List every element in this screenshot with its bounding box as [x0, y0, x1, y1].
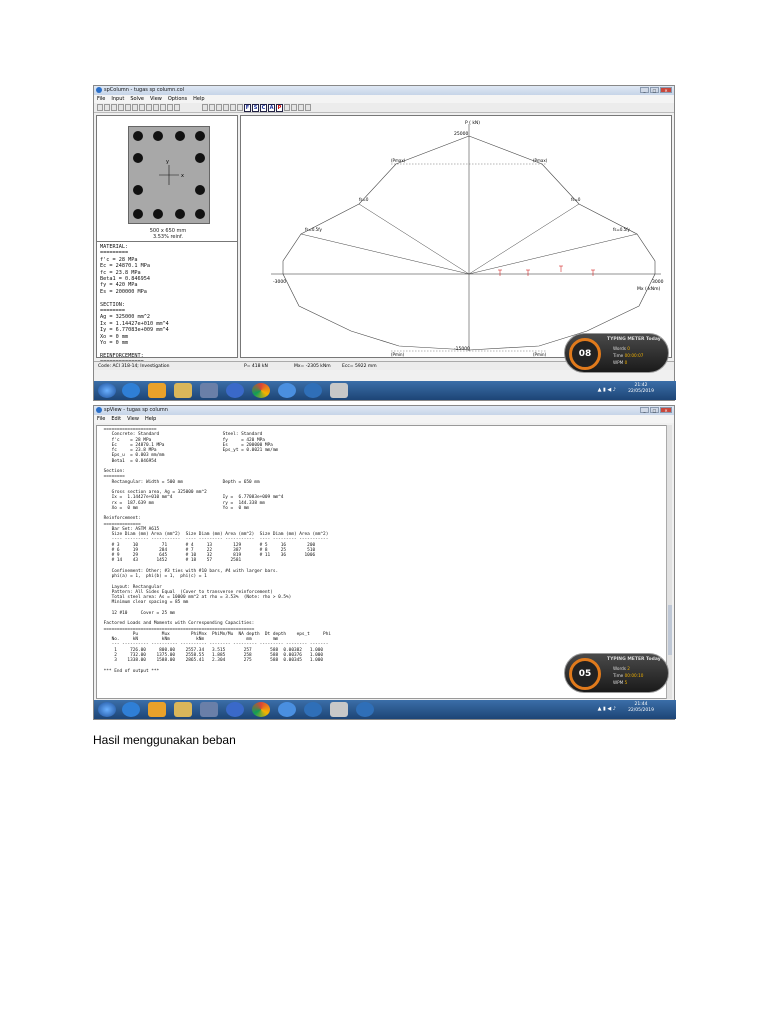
- gadget-title: TYPING METER Today: [607, 657, 661, 662]
- toolbar: [94, 103, 674, 113]
- start-button-icon[interactable]: [98, 702, 116, 717]
- wpm-label: WPM: [613, 680, 624, 685]
- report-text[interactable]: ==================== Concrete: Standard Steel: Standard f'c = 28 MPa fy = 420 MPa Ec = 24870.1 MPa Es = 200000 MPa fc = 23.8 MPa Eps_yt = 0.0021 mm/mm Eps_u = 0.003 mm/mm Beta1 = 0.846954 Section: ======== Rectangular: Width = 500 mm Depth = 650 mm Gross section area, Ag = 325000 mm^2 Ix = 1.14427e+010 mm^4 Iy = 6.77083e+009 mm^4 rx = 187.639 mm ry = 144.338 mm Xo = 0 mm Yo = 0 mm Reinforcement: ============== Bar Set: ASTM A615 Size Diam (mm) Area (mm^2) Size Diam (mm) Area (mm^2) Size Diam (mm) Area (mm^2) ---- --------- ----------- ---- --------- ----------- ---- --------- ----------- # 3 10 71 # 4 13 129 # 5 16 200 # 6 19 284 # 7 22 387 # 8 25 510 # 9 29 645 # 10 32 819 # 11 36 1006 # 14 43 1452 # 18 57 2581 Confinement: Other; #3 ties with #10 bars, #4 with larger bars. phi(a) = 1, phi(b) = 1, phi(c) = 1 Layout: Rectangular Pattern: All Sides Equal (Cover to transverse reinforcement) Total steel area: As = 10000 mm^2 at rho = 3.53% (Note: rho > 0.5%) Minimum clear spacing = 85 mm 12 #10 Cover = 25 mm Factored Loads and Moments with Corresponding Capacities: ========================================================= Pu Mux PhiMnx PhiMn/Mu NA depth Dt depth eps_t Phi No. kN kNm kNm mm mm --- ---------- ---------- ---------- -------- --------- --------- -------- ------- 1 726.00 800.00 2557.34 3.515 257 588 0.00382 1.000 2 732.00 1375.00 2558.55 1.885 258 588 0.00376 1.000 3 1338.00 1588.00 2865.41 2.304 275 588 0.00345 1.000 *** End of output ***: [96, 425, 668, 699]
- open-file-icon[interactable]: [104, 104, 110, 111]
- menu-bar: [94, 415, 674, 423]
- clock-time: 21:42: [634, 383, 648, 388]
- spview-screenshot: [93, 405, 675, 720]
- gadget-title: TYPING METER Today: [607, 337, 661, 342]
- menu-options[interactable]: Options: [167, 96, 188, 102]
- new-file-icon[interactable]: [97, 104, 103, 111]
- section-icon[interactable]: [139, 104, 145, 111]
- menu-view[interactable]: View: [150, 96, 162, 102]
- m-axis-label: Mx ( kNm): [637, 287, 661, 292]
- typing-meter-gadget: [564, 653, 669, 693]
- maximize-button[interactable]: □: [650, 407, 659, 413]
- menu-input[interactable]: Input: [111, 96, 125, 102]
- column-section-view: [97, 116, 237, 242]
- save-file-icon[interactable]: [111, 104, 117, 111]
- spcolumn-taskbar-icon[interactable]: [304, 702, 322, 717]
- menu-file[interactable]: File: [97, 416, 106, 422]
- solve-icon[interactable]: [160, 104, 166, 111]
- typing-speed-dial: 05: [569, 658, 601, 690]
- wpm-label: WPM: [613, 360, 624, 365]
- bluetooth-icon[interactable]: [226, 383, 244, 398]
- wpm-value: 0: [624, 360, 628, 365]
- chrome-icon[interactable]: [252, 702, 270, 717]
- time-label: Time: [613, 673, 624, 678]
- menu-file[interactable]: File: [97, 96, 106, 102]
- media-player-icon[interactable]: [148, 383, 166, 398]
- window-title: spColumn - tugas sp column.col: [104, 87, 185, 93]
- section-axes-icon: [129, 127, 211, 225]
- spview-app-icon: [96, 407, 102, 413]
- loads-icon[interactable]: [153, 104, 159, 111]
- interaction-diagram: [241, 116, 671, 357]
- time-label: Time: [613, 353, 624, 358]
- scrollbar-thumb[interactable]: [668, 605, 672, 655]
- grid-icon[interactable]: [237, 104, 243, 111]
- fit-icon[interactable]: [230, 104, 236, 111]
- status-p: P= 418 kN: [244, 364, 268, 369]
- windows-taskbar: [94, 381, 676, 400]
- bluetooth-icon[interactable]: [226, 702, 244, 717]
- spcolumn-taskbar-icon[interactable]: [304, 383, 322, 398]
- status-mx: Mx= -2305 kNm: [294, 364, 331, 369]
- menu-bar: [94, 95, 674, 103]
- status-code: Code: ACI 318-14; Investigation: [98, 364, 170, 369]
- toolbar-a-button[interactable]: A: [269, 104, 274, 111]
- close-button[interactable]: ✕: [660, 87, 672, 93]
- spcolumn-screenshot: [93, 85, 675, 401]
- load-point-markers: [498, 266, 595, 276]
- toolbar-f-button[interactable]: F: [245, 104, 250, 111]
- results-icon[interactable]: [167, 104, 173, 111]
- properties-text: MATERIAL: ========= f'c = 28 MPa Ec = 24870.1 MPa fc = 23.8 MPa Beta1 = 0.846954 fy = 420 MPa Es = 200000 MPa SECTION: ======== Ag = 325000 mm^2 Ix = 1.14427e+010 mm^4 Iy = 6.77083e+009 mm^4 Xo = 0 mm Yo = 0 mm REINFORCEMENT:: [100, 244, 169, 359]
- browser-icon[interactable]: [278, 383, 296, 398]
- toolbar-c-button[interactable]: C: [261, 104, 266, 111]
- calculator-icon[interactable]: [330, 702, 348, 717]
- spview-taskbar-icon[interactable]: [356, 702, 374, 717]
- window-titlebar: [94, 406, 674, 415]
- zoom-in-icon[interactable]: [202, 104, 208, 111]
- pmin-left-label: (Pmin): [391, 352, 405, 357]
- column-section-drawing: [128, 126, 210, 224]
- keyboard-icon[interactable]: [200, 702, 218, 717]
- interaction-diagram-pane: [240, 115, 672, 358]
- menu-help[interactable]: Help: [144, 416, 157, 422]
- fs0-right-label: fs=0: [571, 197, 581, 202]
- internet-explorer-icon[interactable]: [122, 702, 140, 717]
- export-icon[interactable]: [298, 104, 304, 111]
- window-titlebar: [94, 86, 674, 95]
- report-icon[interactable]: [291, 104, 297, 111]
- p-max-tick: 25000: [454, 132, 469, 137]
- system-tray-icons[interactable]: ▲ ▮ ◀ ♪: [597, 387, 616, 393]
- pmin-right-label: (Pmin): [533, 352, 547, 357]
- typing-speed-dial: 08: [569, 338, 601, 370]
- document-caption: Hasil menggunakan beban: [93, 733, 236, 747]
- toolbar-p-button[interactable]: P: [277, 104, 282, 111]
- start-button-icon[interactable]: [98, 383, 116, 398]
- file-explorer-icon[interactable]: [174, 702, 192, 717]
- p-axis-label: P ( kN): [465, 121, 481, 126]
- maximize-button[interactable]: □: [650, 87, 659, 93]
- status-ecc: Ecc= 5922 mm: [342, 364, 377, 369]
- time-value: 00:00:07: [624, 353, 644, 358]
- clock-date: 22/05/2019: [628, 708, 654, 713]
- 3d-view-icon[interactable]: [284, 104, 290, 111]
- words-label: Words: [613, 346, 626, 351]
- p-min-tick: -15000: [454, 347, 470, 352]
- svg-text:y: y: [166, 159, 169, 165]
- fs05-left-label: fs=0.5fy: [305, 227, 322, 232]
- words-value: 2: [627, 666, 630, 671]
- m-pos-tick: 3000: [652, 280, 664, 285]
- fs0-left-label: fs=0: [359, 197, 369, 202]
- window-title: spView - tugas sp column: [104, 407, 168, 413]
- fs05-right-label: fs=0.5fy: [613, 227, 630, 232]
- left-pane: [96, 115, 238, 358]
- windows-taskbar: [94, 700, 676, 719]
- general-info-icon[interactable]: [125, 104, 131, 111]
- spcolumn-app-icon: [96, 87, 102, 93]
- menu-edit[interactable]: Edit: [111, 416, 122, 422]
- close-button[interactable]: ✕: [660, 407, 672, 413]
- time-value: 00:00:10: [624, 673, 644, 678]
- pmax-left-label: (Pmax): [391, 158, 406, 163]
- minimize-button[interactable]: _: [640, 87, 649, 93]
- menu-help[interactable]: Help: [193, 96, 205, 102]
- toolbar-s-button[interactable]: S: [253, 104, 258, 111]
- minimize-button[interactable]: _: [640, 407, 649, 413]
- clock-date: 22/05/2019: [628, 389, 654, 394]
- keyboard-icon[interactable]: [200, 383, 218, 398]
- pmax-right-label: (Pmax): [533, 158, 548, 163]
- menu-view[interactable]: View: [127, 416, 139, 422]
- about-icon[interactable]: [305, 104, 311, 111]
- calculator-icon[interactable]: [330, 383, 348, 398]
- taskbar-clock[interactable]: [628, 383, 654, 395]
- words-value: 0: [627, 346, 630, 351]
- rotate-icon[interactable]: [223, 104, 229, 111]
- pan-icon[interactable]: [216, 104, 222, 111]
- zoom-out-icon[interactable]: [209, 104, 215, 111]
- browser-icon[interactable]: [278, 702, 296, 717]
- menu-solve[interactable]: Solve: [130, 96, 144, 102]
- m-neg-tick: -3000: [273, 280, 287, 285]
- vertical-scrollbar[interactable]: [666, 425, 672, 699]
- print-icon[interactable]: [118, 104, 124, 111]
- media-player-icon[interactable]: [148, 702, 166, 717]
- diagram-icon[interactable]: [174, 104, 180, 111]
- words-label: Words: [613, 666, 626, 671]
- system-tray-icons[interactable]: ▲ ▮ ◀ ♪: [597, 706, 616, 712]
- reinforcement-icon[interactable]: [146, 104, 152, 111]
- section-size-caption: 500 x 650 mm: [149, 228, 187, 234]
- material-icon[interactable]: [132, 104, 138, 111]
- internet-explorer-icon[interactable]: [122, 383, 140, 398]
- wpm-value: 5: [624, 680, 628, 685]
- clock-time: 21:44: [634, 702, 648, 707]
- svg-text:x: x: [181, 173, 184, 179]
- taskbar-clock[interactable]: [628, 702, 654, 714]
- file-explorer-icon[interactable]: [174, 383, 192, 398]
- chrome-icon[interactable]: [252, 383, 270, 398]
- typing-meter-gadget: [564, 333, 669, 373]
- section-reinf-caption: 3.53% reinf.: [152, 234, 184, 240]
